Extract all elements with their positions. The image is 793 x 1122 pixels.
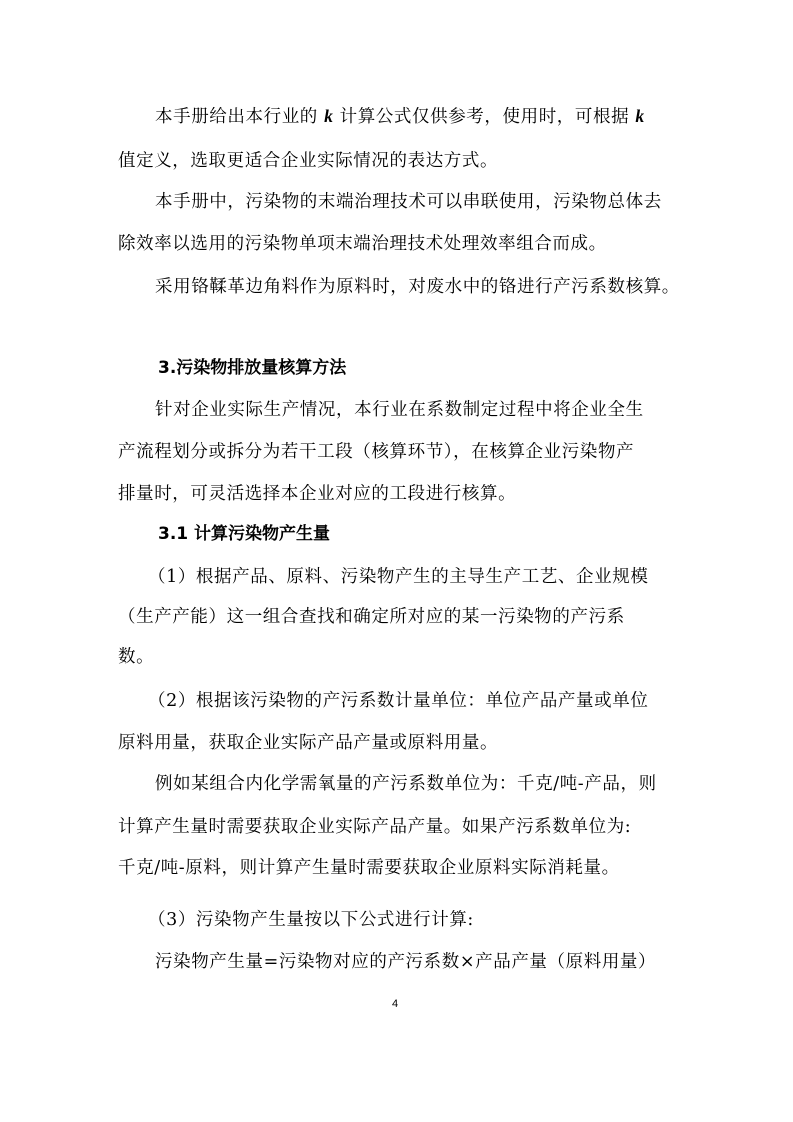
item-1-line-1: （1）根据产品、原料、污染物产生的主导生产工艺、企业规模: [148, 567, 649, 587]
section-3-line-2: 产流程划分或拆分为若干工段（核算环节），在核算企业污染物产: [118, 442, 635, 462]
paragraph-2-line-1: 本手册中，污染物的末端治理技术可以串联使用，污染物总体去: [155, 192, 662, 212]
section-3-line-1: 针对企业实际生产情况，本行业在系数制定过程中将企业全生: [155, 400, 644, 420]
example-line-1: 例如某组合内化学需氧量的产污系数单位为：千克/吨-产品，则: [155, 774, 657, 794]
item-3-line-1: （3）污染物产生量按以下公式进行计算:: [148, 910, 474, 930]
section-3-heading: 3.污染物排放量核算方法: [158, 358, 347, 378]
paragraph-3-line-1: 采用铬鞣革边角料作为原料时，对废水中的铬进行产污系数核算。: [155, 277, 680, 297]
formula: 污染物产生量=污染物对应的产污系数×产品产量（原料用量）: [155, 952, 657, 972]
section-3-line-3: 排量时，可灵活选择本企业对应的工段进行核算。: [118, 484, 517, 504]
paragraph-2-line-2: 除效率以选用的污染物单项末端治理技术处理效率组合而成。: [118, 234, 607, 254]
item-2-line-1: （2）根据该污染物的产污系数计量单位：单位产品产量或单位: [148, 691, 649, 711]
page-number: 4: [392, 998, 399, 1010]
paragraph-1-line-2: 值定义，选取更适合企业实际情况的表达方式。: [118, 151, 499, 171]
paragraph-1-line-1: [155, 104, 645, 129]
variable-k: k: [324, 106, 334, 126]
item-2-line-2: 原料用量，获取企业实际产品产量或原料用量。: [118, 733, 499, 753]
item-1-line-3: 数。: [118, 647, 155, 667]
example-line-2: 计算产生量时需要获取企业实际产品产量。如果产污系数单位为:: [118, 817, 632, 837]
example-line-3: 千克/吨-原料，则计算产生量时需要获取企业原料实际消耗量。: [118, 858, 620, 878]
item-1-line-2: （生产产能）这一组合查找和确定所对应的某一污染物的产污系: [118, 607, 625, 627]
text-segment: 计算公式仅供参考，使用时，可根据: [339, 107, 630, 127]
text-segment: 本手册给出本行业的: [155, 107, 318, 127]
section-3-1-heading: 3.1 计算污染物产生量: [158, 524, 331, 544]
variable-k: k: [635, 106, 645, 126]
